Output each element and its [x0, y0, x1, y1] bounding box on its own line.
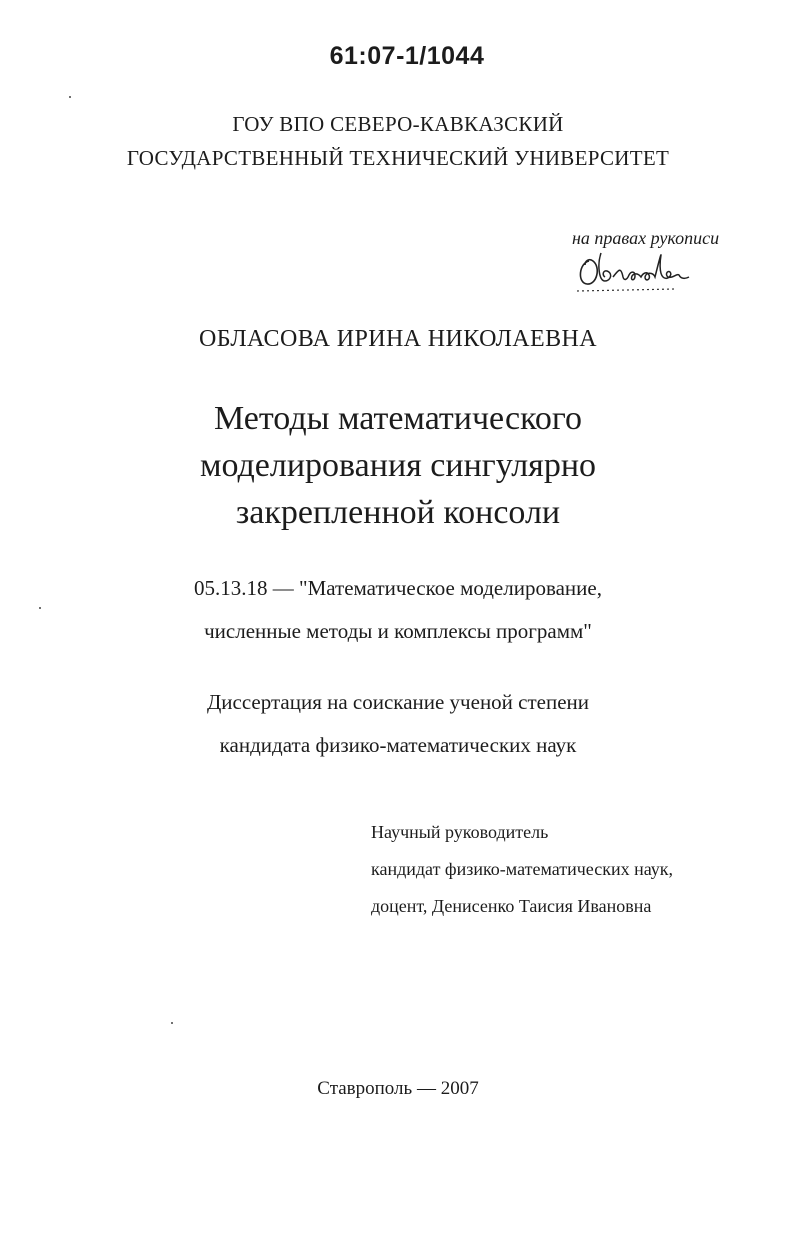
dissertation-title-line-2: моделирования сингулярно	[199, 447, 597, 484]
degree-line-2: кандидата физико-математических наук	[219, 733, 577, 757]
handwritten-signature	[575, 247, 705, 292]
manuscript-note: на правах рукописи	[572, 228, 720, 248]
specialty-line-2: численные методы и комплексы программ"	[204, 619, 592, 643]
archive-code: 61:07-1/1044	[329, 42, 485, 70]
scan-speck	[171, 1022, 173, 1024]
supervisor-line-2: кандидат физико-математических наук,	[371, 859, 674, 879]
dissertation-title-line-3: закрепленной консоли	[235, 494, 561, 531]
dissertation-title-line-1: Методы математического	[214, 400, 582, 437]
degree-line-1: Диссертация на соискание ученой степени	[206, 690, 590, 714]
author-name: ОБЛАСОВА ИРИНА НИКОЛАЕВНА	[199, 326, 597, 352]
scan-speck	[39, 607, 41, 609]
university-name-line-2: ГОСУДАРСТВЕННЫЙ ТЕХНИЧЕСКИЙ УНИВЕРСИТЕТ	[126, 146, 670, 170]
supervisor-line-1: Научный руководитель	[371, 822, 549, 842]
scan-speck	[69, 96, 71, 98]
university-name-line-1: ГОУ ВПО СЕВЕРО-КАВКАЗСКИЙ	[232, 112, 564, 136]
specialty-line-1: 05.13.18 — "Математическое моделирование,	[194, 576, 602, 600]
city-year: Ставрополь — 2007	[317, 1078, 479, 1099]
supervisor-line-3: доцент, Денисенко Таисия Ивановна	[371, 896, 652, 916]
